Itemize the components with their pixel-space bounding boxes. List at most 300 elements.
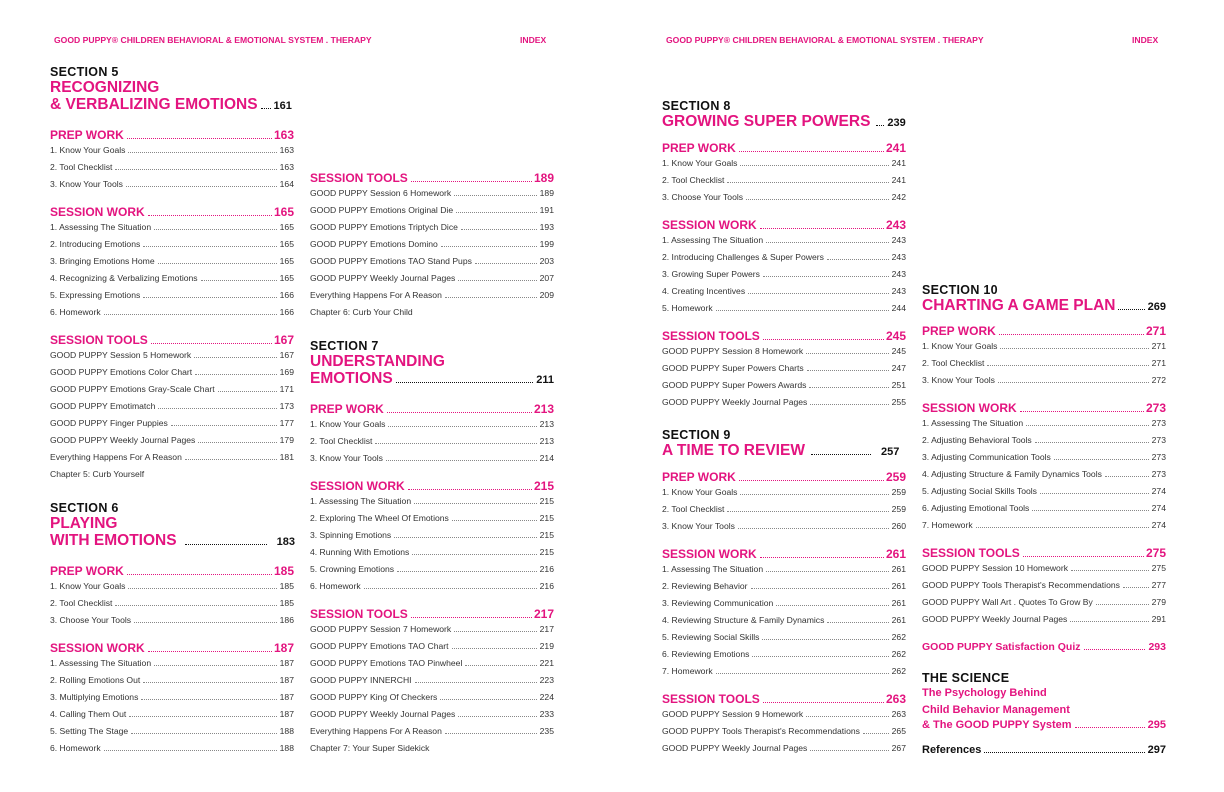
dot-leader [740, 494, 888, 495]
dot-leader [115, 605, 276, 606]
toc-entry[interactable] [310, 436, 554, 453]
page-number: 166 [279, 290, 294, 300]
group-heading[interactable] [50, 205, 294, 222]
page-number: 271 [1145, 324, 1166, 338]
running-header-left: GOOD PUPPY® CHILDREN BEHAVIORAL & EMOTIONAL SYSTEM . THERAPY [54, 35, 372, 45]
entry-label: 3. Spinning Emotions [310, 530, 392, 540]
entry-label: GOOD PUPPY Emotions Triptych Dice [310, 222, 458, 232]
dot-leader [115, 169, 276, 170]
dot-leader [762, 639, 888, 640]
page-number: 224 [539, 692, 554, 702]
toc-entry[interactable] [310, 222, 554, 239]
dot-leader [127, 574, 272, 575]
page-number: 271 [1151, 341, 1166, 351]
section-title-row[interactable] [50, 96, 294, 113]
toc-entry[interactable] [662, 598, 906, 615]
group-heading[interactable] [662, 547, 906, 564]
group-heading[interactable] [310, 479, 554, 496]
toc-entry[interactable] [310, 709, 554, 726]
page-number: 171 [279, 384, 294, 394]
group-heading[interactable] [662, 470, 906, 487]
entry-label: 5. Crowning Emotions [310, 564, 395, 574]
toc-entry[interactable] [662, 615, 906, 632]
toc-entry[interactable] [50, 307, 294, 324]
toc-entry[interactable] [662, 521, 906, 538]
dot-leader [154, 229, 277, 230]
group-heading-label: PREP WORK [310, 402, 384, 416]
dot-leader [412, 554, 536, 555]
toc-entry[interactable] [50, 452, 294, 469]
toc-entry[interactable] [310, 273, 554, 290]
dot-leader [171, 425, 277, 426]
dot-leader [727, 182, 888, 183]
dot-leader [185, 459, 277, 460]
group-heading[interactable] [50, 641, 294, 658]
entry-label: 3. Bringing Emotions Home [50, 256, 155, 266]
toc-entry[interactable] [50, 290, 294, 307]
toc-entry[interactable] [662, 346, 906, 363]
dot-leader [458, 280, 536, 281]
section-7-session-work [310, 479, 554, 598]
toc-entry[interactable] [50, 367, 294, 384]
toc-entry[interactable] [662, 504, 906, 521]
dot-leader [1071, 570, 1149, 571]
dot-leader [475, 263, 537, 264]
toc-entry[interactable] [662, 192, 906, 209]
toc-entry[interactable] [310, 530, 554, 547]
dot-leader [104, 314, 277, 315]
dot-leader [1000, 348, 1148, 349]
page-number: 255 [891, 397, 906, 407]
page-number: 221 [539, 658, 554, 668]
page-number: 272 [1151, 375, 1166, 385]
toc-entry[interactable] [310, 581, 554, 598]
dot-leader [158, 263, 277, 264]
toc-entry[interactable] [662, 632, 906, 649]
dot-leader [148, 651, 272, 652]
section-7-heading [310, 339, 554, 387]
entry-label: 6. Homework [50, 307, 101, 317]
dot-leader [154, 665, 277, 666]
group-heading-label: SESSION TOOLS [310, 607, 408, 621]
dot-leader [809, 387, 888, 388]
section-10-session-work [922, 401, 1166, 537]
entry-label: GOOD PUPPY Super Powers Awards [662, 380, 807, 390]
page-number: 211 [536, 374, 554, 386]
dot-leader [763, 276, 889, 277]
page-number: 187 [279, 709, 294, 719]
page-number: 207 [539, 273, 554, 283]
toc-entry[interactable] [50, 418, 294, 435]
section-10-session-tools [922, 546, 1166, 631]
toc-entry[interactable] [50, 350, 294, 367]
page-number: 216 [539, 581, 554, 591]
toc-entry[interactable] [50, 709, 294, 726]
toc-entry[interactable] [50, 401, 294, 418]
dot-leader [456, 212, 537, 213]
toc-entry[interactable] [310, 641, 554, 658]
toc-entry[interactable] [662, 235, 906, 252]
dot-leader [218, 391, 277, 392]
entry-label: 6. Homework [50, 743, 101, 753]
page-number: 191 [539, 205, 554, 215]
dot-leader [461, 229, 537, 230]
section-number: SECTION 6 [50, 501, 119, 515]
entry-label: 1. Assessing The Situation [662, 235, 764, 245]
page-number: 165 [273, 205, 294, 219]
toc-entry[interactable] [310, 419, 554, 436]
group-heading[interactable] [662, 218, 906, 235]
entry-label: GOOD PUPPY Session 10 Homework [922, 563, 1068, 573]
dot-leader [1026, 425, 1149, 426]
dot-leader [763, 339, 884, 340]
toc-entry[interactable] [50, 222, 294, 239]
section-title-row[interactable] [50, 532, 294, 549]
dot-leader [776, 605, 888, 606]
group-heading-label: SESSION TOOLS [662, 692, 760, 706]
entry-label: 1. Assessing The Situation [50, 658, 152, 668]
science-title-row[interactable] [922, 719, 1166, 736]
toc-entry[interactable] [922, 469, 1166, 486]
dot-leader [746, 199, 889, 200]
entry-label: GOOD PUPPY Finger Puppies [50, 418, 168, 428]
science-section [922, 671, 1166, 736]
entry-label: 6. Adjusting Emotional Tools [922, 503, 1030, 513]
toc-entry[interactable] [662, 649, 906, 666]
toc-entry[interactable] [50, 692, 294, 709]
toc-entry[interactable] [310, 290, 554, 307]
entry-label: 2. Tool Checklist [50, 598, 113, 608]
entry-label: 2. Adjusting Behavioral Tools [922, 435, 1032, 445]
entry-label: GOOD PUPPY INNERCHI [310, 675, 412, 685]
toc-entry[interactable] [662, 303, 906, 320]
dot-leader [1123, 587, 1149, 588]
toc-entry[interactable] [310, 675, 554, 692]
entry-label: 6. Reviewing Emotions [662, 649, 750, 659]
toc-entry[interactable] [662, 363, 906, 380]
page-number: 244 [891, 303, 906, 313]
page-number: 163 [273, 128, 294, 142]
toc-entry[interactable] [922, 614, 1166, 631]
page-number: 187 [279, 658, 294, 668]
toc-entry[interactable] [922, 486, 1166, 503]
dot-leader [198, 442, 276, 443]
toc-entry[interactable] [662, 380, 906, 397]
entry-label: 5. Adjusting Social Skills Tools [922, 486, 1037, 496]
section-10-prep-work [922, 324, 1166, 392]
dot-leader [810, 404, 888, 405]
group-heading[interactable] [310, 607, 554, 624]
dot-leader [1040, 493, 1149, 494]
chapter-entry[interactable]: Chapter 5: Curb Yourself [50, 469, 145, 479]
dot-leader [143, 682, 276, 683]
dot-leader [388, 426, 536, 427]
page-number: 164 [279, 179, 294, 189]
entry-label: 5. Setting The Stage [50, 726, 129, 736]
page-number: 262 [891, 649, 906, 659]
chapter-entry[interactable]: Chapter 7: Your Super Sidekick [310, 743, 430, 753]
section-7-prep-work [310, 402, 554, 470]
page-number: 274 [1151, 486, 1166, 496]
group-heading[interactable] [662, 692, 906, 709]
section-6-session-work [50, 641, 294, 760]
dot-leader [126, 186, 277, 187]
toc-entry[interactable] [310, 547, 554, 564]
group-heading-label: PREP WORK [662, 470, 736, 484]
dot-leader [1084, 649, 1146, 650]
dot-leader [394, 537, 536, 538]
page-number: 273 [1151, 469, 1166, 479]
dot-leader [397, 571, 537, 572]
entry-label: 3. Choose Your Tools [50, 615, 132, 625]
group-heading[interactable] [310, 402, 554, 419]
toc-entry[interactable] [922, 503, 1166, 520]
page-number: 259 [885, 470, 906, 484]
science-heading: THE SCIENCE [922, 671, 1010, 685]
section-title-line: WITH EMOTIONS [50, 532, 177, 549]
dot-leader [148, 215, 272, 216]
toc-entry[interactable] [310, 513, 554, 530]
dot-leader [261, 108, 271, 109]
toc-entry[interactable] [662, 487, 906, 504]
toc-entry[interactable] [310, 256, 554, 273]
dot-leader [411, 181, 532, 182]
toc-entry[interactable] [50, 179, 294, 196]
entry-label: 1. Know Your Goals [922, 341, 998, 351]
entry-label: GOOD PUPPY Weekly Journal Pages [310, 709, 456, 719]
toc-entry[interactable] [50, 581, 294, 598]
dot-leader [716, 673, 889, 674]
dot-leader [1023, 556, 1144, 557]
dot-leader [158, 408, 276, 409]
dot-leader [445, 733, 537, 734]
page-number: 257 [880, 446, 900, 458]
entry-label: 7. Homework [922, 520, 973, 530]
toc-entry[interactable] [310, 188, 554, 205]
section-5-session-work [50, 205, 294, 324]
toc-entry[interactable] [662, 175, 906, 192]
toc-entry[interactable] [922, 563, 1166, 580]
dot-leader [415, 682, 537, 683]
entry-label: 4. Running With Emotions [310, 547, 410, 557]
page-number: 239 [887, 117, 906, 129]
group-heading-label: PREP WORK [50, 564, 124, 578]
toc-entry[interactable] [310, 658, 554, 675]
group-heading[interactable] [50, 564, 294, 581]
section-title-line: RECOGNIZING [50, 79, 160, 96]
group-heading[interactable] [922, 546, 1166, 563]
page-number: 161 [273, 100, 292, 112]
toc-entry[interactable] [50, 162, 294, 179]
page-number: 219 [539, 641, 554, 651]
page-number: 217 [533, 607, 554, 621]
section-6-prep-work [50, 564, 294, 632]
entry-label: 2. Tool Checklist [50, 162, 113, 172]
page-number: 233 [539, 709, 554, 719]
toc-entry[interactable] [662, 286, 906, 303]
toc-entry[interactable] [922, 358, 1166, 375]
toc-entry[interactable] [310, 239, 554, 256]
group-heading-label: SESSION TOOLS [310, 171, 408, 185]
toc-entry[interactable] [50, 256, 294, 273]
dot-leader [411, 617, 532, 618]
page-number: 167 [273, 333, 294, 347]
toc-entry[interactable] [662, 269, 906, 286]
page-number: 213 [533, 402, 554, 416]
toc-entry[interactable] [922, 418, 1166, 435]
page-number: 243 [891, 286, 906, 296]
toc-entry[interactable] [50, 145, 294, 162]
toc-entry[interactable] [662, 709, 906, 726]
toc-entry[interactable] [922, 520, 1166, 537]
chapter-entry[interactable]: Chapter 6: Curb Your Child [310, 307, 413, 317]
page-number: 275 [1151, 563, 1166, 573]
section-title-row[interactable] [922, 297, 1166, 314]
toc-entry[interactable] [50, 384, 294, 401]
toc-entry[interactable] [50, 743, 294, 760]
section-title-row[interactable] [662, 442, 906, 459]
toc-entry[interactable] [922, 597, 1166, 614]
section-title-row[interactable] [662, 113, 906, 130]
dot-leader [134, 622, 277, 623]
toc-entry[interactable] [50, 726, 294, 743]
toc-entry[interactable] [50, 615, 294, 632]
page-number: 261 [891, 581, 906, 591]
toc-entry[interactable] [922, 375, 1166, 392]
science-title-line: Child Behavior Management [922, 704, 1070, 716]
toc-entry[interactable] [922, 580, 1166, 597]
page-number: 185 [273, 564, 294, 578]
toc-entry[interactable] [662, 726, 906, 743]
running-header-right: GOOD PUPPY® CHILDREN BEHAVIORAL & EMOTIONAL SYSTEM . THERAPY [666, 35, 984, 45]
dot-leader [129, 716, 276, 717]
section-title-row[interactable] [310, 370, 554, 387]
dot-leader [1118, 309, 1144, 310]
group-heading[interactable] [662, 329, 906, 346]
section-number: SECTION 10 [922, 283, 998, 297]
toc-entry[interactable] [310, 564, 554, 581]
dot-leader [386, 460, 537, 461]
entry-label: 5. Homework [662, 303, 713, 313]
toc-entry[interactable] [922, 452, 1166, 469]
toc-entry[interactable] [310, 496, 554, 513]
page-number: 273 [1145, 401, 1166, 415]
page-number: 216 [539, 564, 554, 574]
entry-label: GOOD PUPPY Weekly Journal Pages [662, 397, 808, 407]
references-entry[interactable] [922, 744, 1166, 761]
entry-label: GOOD PUPPY Super Powers Charts [662, 363, 804, 373]
toc-entry[interactable] [310, 692, 554, 709]
group-heading[interactable] [922, 401, 1166, 418]
page-number: 223 [539, 675, 554, 685]
entry-label: GOOD PUPPY Weekly Journal Pages [922, 614, 1068, 624]
dot-leader [727, 511, 888, 512]
section-number: SECTION 7 [310, 339, 379, 353]
toc-entry[interactable] [310, 624, 554, 641]
toc-entry[interactable] [662, 158, 906, 175]
page-number: 241 [891, 158, 906, 168]
toc-entry[interactable] [50, 435, 294, 452]
entry-label: 2. Exploring The Wheel Of Emotions [310, 513, 449, 523]
group-heading[interactable] [310, 171, 554, 188]
group-heading[interactable] [662, 141, 906, 158]
dot-leader [1105, 476, 1149, 477]
toc-entry[interactable] [922, 435, 1166, 452]
toc-entry[interactable] [662, 564, 906, 581]
toc-entry[interactable] [662, 252, 906, 269]
page-number: 242 [891, 192, 906, 202]
section-8-session-tools [662, 329, 906, 414]
page-number: 274 [1151, 503, 1166, 513]
group-heading[interactable] [50, 128, 294, 145]
dot-leader [760, 557, 884, 558]
satisfaction-quiz-entry[interactable] [922, 641, 1166, 657]
page-number: 261 [891, 598, 906, 608]
dot-leader [454, 195, 536, 196]
column-1 [50, 0, 294, 792]
entry-label: GOOD PUPPY King Of Checkers [310, 692, 438, 702]
group-heading-label: PREP WORK [662, 141, 736, 155]
toc-entry[interactable] [662, 743, 906, 760]
page-number: 261 [891, 564, 906, 574]
toc-entry[interactable] [662, 581, 906, 598]
entry-label: 7. Homework [662, 666, 713, 676]
entry-label: GOOD PUPPY Emotions TAO Stand Pups [310, 256, 472, 266]
dot-leader [827, 622, 888, 623]
toc-entry[interactable] [50, 598, 294, 615]
dot-leader [806, 716, 888, 717]
entry-label: Everything Happens For A Reason [310, 726, 442, 736]
dot-leader [445, 297, 537, 298]
toc-entry[interactable] [662, 397, 906, 414]
page-number: 241 [891, 175, 906, 185]
science-title-line: & The GOOD PUPPY System [922, 719, 1072, 731]
toc-entry[interactable] [310, 205, 554, 222]
toc-entry[interactable] [50, 658, 294, 675]
group-heading-label: PREP WORK [922, 324, 996, 338]
dot-leader [414, 503, 537, 504]
dot-leader [1035, 442, 1149, 443]
entry-label: 2. Tool Checklist [662, 175, 725, 185]
entry-label: GOOD PUPPY Emotimatch [50, 401, 156, 411]
dot-leader [387, 412, 532, 413]
dot-leader [143, 297, 276, 298]
toc-entry[interactable] [310, 726, 554, 743]
entry-label: GOOD PUPPY Session 7 Homework [310, 624, 452, 634]
page-number: 215 [539, 547, 554, 557]
group-heading[interactable] [50, 333, 294, 350]
entry-label: 2. Rolling Emotions Out [50, 675, 141, 685]
group-heading[interactable] [922, 324, 1166, 341]
group-heading-label: SESSION TOOLS [922, 546, 1020, 560]
toc-entry[interactable] [662, 666, 906, 683]
entry-label: 3. Know Your Tools [662, 521, 735, 531]
toc-entry[interactable] [50, 239, 294, 256]
toc-entry[interactable] [50, 273, 294, 290]
page-number: 213 [539, 419, 554, 429]
dot-leader [128, 152, 276, 153]
entry-label: 1. Know Your Goals [662, 487, 738, 497]
group-heading-label: SESSION WORK [922, 401, 1017, 415]
dot-leader [999, 334, 1144, 335]
entry-label: 2. Tool Checklist [310, 436, 373, 446]
toc-entry[interactable] [310, 453, 554, 470]
toc-entry[interactable] [922, 341, 1166, 358]
page-number: 183 [276, 536, 295, 548]
toc-entry[interactable] [50, 675, 294, 692]
dot-leader [1070, 621, 1148, 622]
section-8-prep-work [662, 141, 906, 209]
